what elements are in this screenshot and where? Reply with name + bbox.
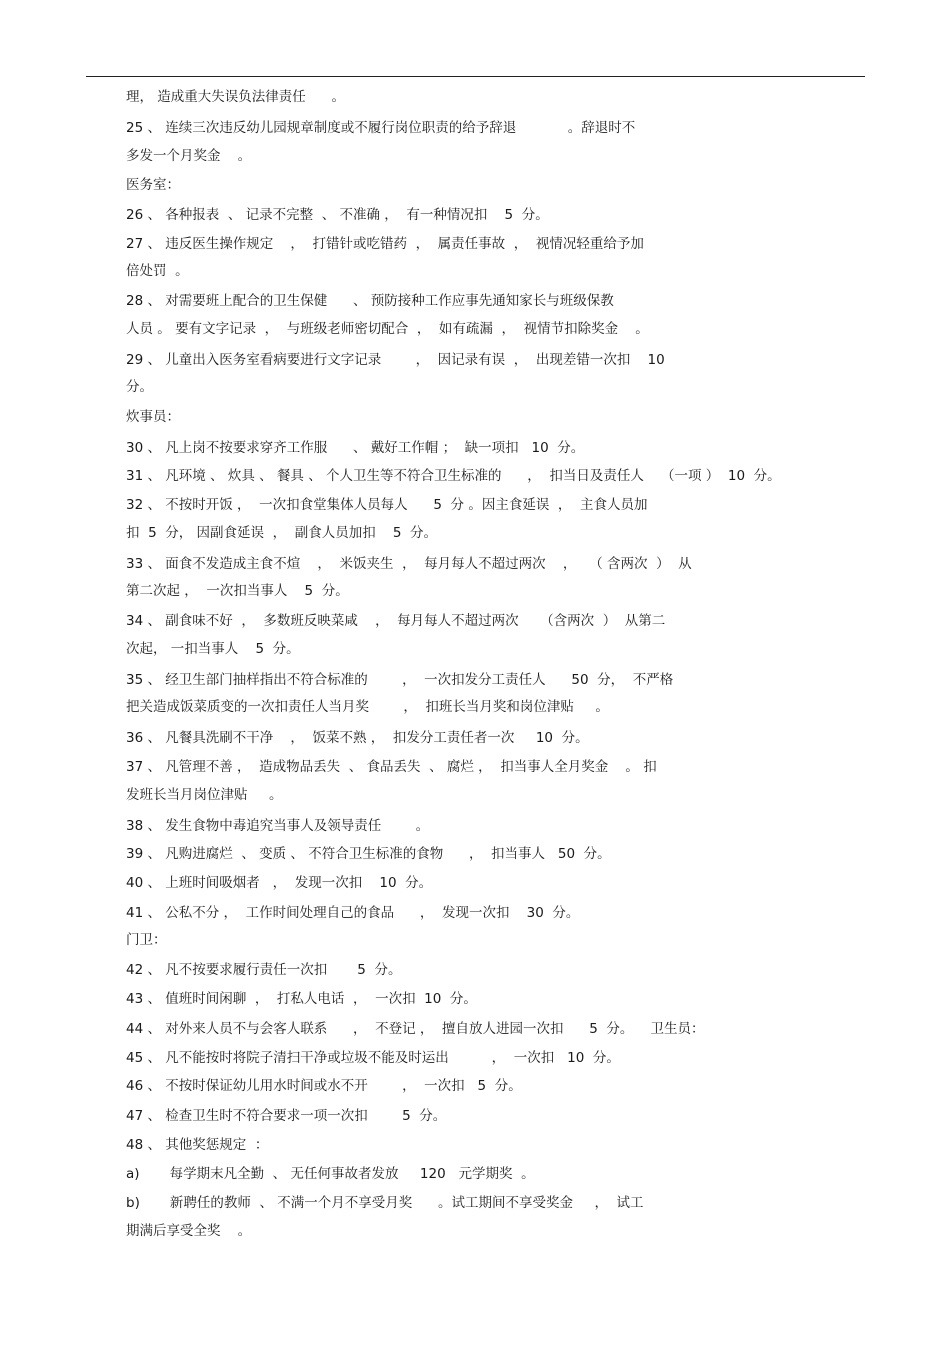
text-line: 32 、 不按时开饭 ， 一次扣食堂集体人员每人 5 分 。因主食延误 ， 主食人员加 xyxy=(126,497,648,513)
text-line: 38 、 发生食物中毒追究当事人及领导责任 。 xyxy=(126,818,430,834)
text-line: 人员 。 要有文字记录 ， 与班级老师密切配合 ， 如有疏漏 ， 视情节扣除奖金 。 xyxy=(126,321,649,337)
text-line: 期满后享受全奖 。 xyxy=(126,1223,252,1239)
text-line: 27 、 违反医生操作规定 ， 打错针或吃错药 ， 属责任事故 ， 视情况轻重给予加 xyxy=(126,236,644,252)
text-line: 47 、 检查卫生时不符合要求一项一次扣 5 分。 xyxy=(126,1108,447,1124)
text-line: 33 、 面食不发造成主食不煊 ， 米饭夹生 ， 每月每人不超过两次 ， （ 含两次 ） 从 xyxy=(126,556,692,572)
text-line: 43 、 值班时间闲聊 ， 打私人电话 ， 一次扣 10 分。 xyxy=(126,991,477,1007)
text-line: 29 、 儿童出入医务室看病要进行文字记录 ， 因记录有误 ， 出现差错一次扣 10 xyxy=(126,352,665,368)
text-line: 30 、 凡上岗不按要求穿齐工作服 、 戴好工作帽 ； 缺一项扣 10 分。 xyxy=(126,440,585,456)
text-line: 31 、 凡环境 、 炊具 、 餐具 、 个人卫生等不符合卫生标准的 ， 扣当日及责任人 （一项 ） 10 分。 xyxy=(126,468,781,484)
text-line: 37 、 凡管理不善 ， 造成物品丢失 、 食品丢失 、 腐烂 ， 扣当事人全月奖金 。 扣 xyxy=(126,759,657,775)
text-line: 48 、 其他奖惩规定 ： xyxy=(126,1137,269,1153)
list-item: b) 新聘任的教师 、 不满一个月不享受月奖 。试工期间不享受奖金 ， 试工 xyxy=(126,1195,644,1211)
text-line: 理， 造成重大失误负法律责任 。 xyxy=(126,89,346,105)
text-line: 41 、 公私不分 ， 工作时间处理自己的食品 ， 发现一次扣 30 分。 xyxy=(126,905,580,921)
text-line: 发班长当月岗位津贴 。 xyxy=(126,787,283,803)
text-line: 35 、 经卫生部门抽样指出不符合标准的 ， 一次扣发分工责任人 50 分， 不严格 xyxy=(126,672,674,688)
text-line: 25 、 连续三次违反幼儿园规章制度或不履行岗位职责的给予辞退 。辞退时不 xyxy=(126,120,636,136)
text-line: 第二次起 ， 一次扣当事人 5 分。 xyxy=(126,583,349,599)
section-heading: 医务室： xyxy=(126,177,180,193)
text-line: 39 、 凡购进腐烂 、 变质 、 不符合卫生标准的食物 ， 扣当事人 50 分。 xyxy=(126,846,611,862)
text-line: 26 、 各种报表 、 记录不完整 、 不准确 ， 有一种情况扣 5 分。 xyxy=(126,207,549,223)
text-line: 分。 xyxy=(126,379,153,395)
text-line: 44 、 对外来人员不与会客人联系 ， 不登记 ， 擅自放人进园一次扣 5 分。 卫生员： xyxy=(126,1021,705,1037)
text-line: 40 、 上班时间吸烟者 ， 发现一次扣 10 分。 xyxy=(126,875,433,891)
text-line: 扣 5 分， 因副食延误 ， 副食人员加扣 5 分。 xyxy=(126,525,438,541)
text-line: 45 、 凡不能按时将院子清扫干净或垃圾不能及时运出 ， 一次扣 10 分。 xyxy=(126,1050,620,1066)
text-line: 36 、 凡餐具洗刷不干净 ， 饭菜不熟 ， 扣发分工责任者一次 10 分。 xyxy=(126,730,589,746)
text-line: 多发一个月奖金 。 xyxy=(126,148,252,164)
text-line: 倍处罚 。 xyxy=(126,263,189,279)
text-line: 42 、 凡不按要求履行责任一次扣 5 分。 xyxy=(126,962,402,978)
text-line: 34 、 副食味不好 ， 多数班反映菜咸 ， 每月每人不超过两次 （含两次 ） 从第二 xyxy=(126,613,666,629)
text-line: 46 、 不按时保证幼儿用水时间或水不开 ， 一次扣 5 分。 xyxy=(126,1078,522,1094)
text-line: 把关造成饭菜质变的一次扣责任人当月奖 ， 扣班长当月奖和岗位津贴 。 xyxy=(126,699,609,715)
list-item: a) 每学期末凡全勤 、 无任何事故者发放 120 元学期奖 。 xyxy=(126,1166,535,1182)
text-line: 28 、 对需要班上配合的卫生保健 、 预防接种工作应事先通知家长与班级保教 xyxy=(126,293,614,309)
section-heading: 门卫： xyxy=(126,932,167,948)
section-heading: 炊事员： xyxy=(126,409,180,425)
header-rule xyxy=(86,76,865,77)
text-line: 次起， 一扣当事人 5 分。 xyxy=(126,641,300,657)
